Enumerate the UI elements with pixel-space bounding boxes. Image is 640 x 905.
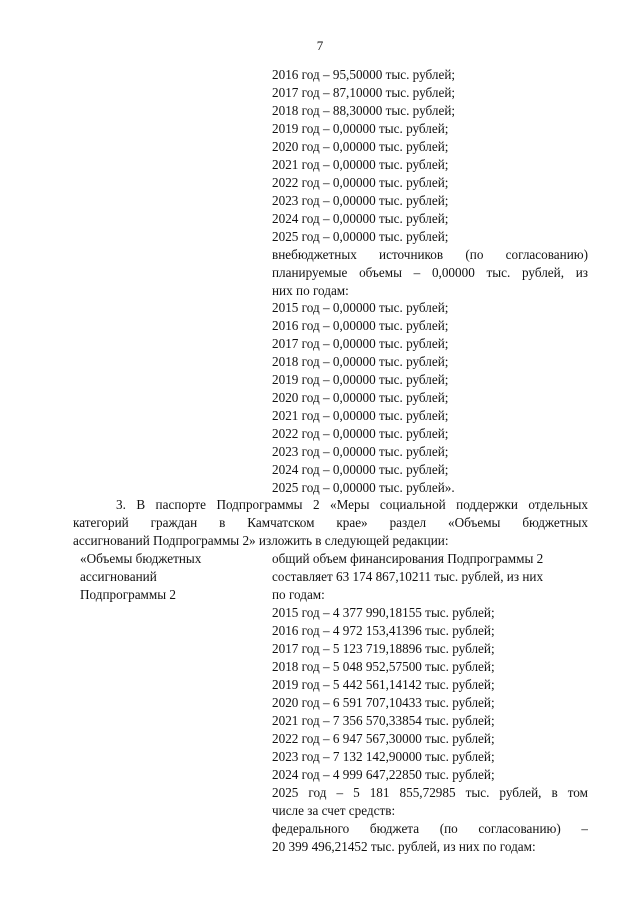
block1-year-line: 2020 год – 0,00000 тыс. рублей; — [272, 139, 449, 154]
tail-line: 2025 год – 5 181 855,72985 тыс. рублей, в том — [272, 785, 588, 800]
block2-year-line: 2019 год – 0,00000 тыс. рублей; — [272, 372, 449, 387]
item3-paragraph-line: ассигнований Подпрограммы 2» изложить в следующей редакции: — [73, 533, 449, 548]
left-label-line: «Объемы бюджетных — [80, 551, 202, 566]
block2-year-line: 2022 год – 0,00000 тыс. рублей; — [272, 426, 449, 441]
offbudget-line: планируемые объемы – 0,00000 тыс. рублей, из — [272, 265, 588, 280]
offbudget-line: внебюджетных источников (по согласованию) — [272, 247, 588, 262]
left-label-line: ассигнований — [80, 569, 157, 584]
block2-year-line: 2017 год – 0,00000 тыс. рублей; — [272, 336, 449, 351]
item3-paragraph-line: категорий граждан в Камчатском крае» раздел «Объемы бюджетных — [73, 515, 588, 530]
block3-year-line: 2015 год – 4 377 990,18155 тыс. рублей; — [272, 605, 495, 620]
item3-paragraph-line: 3. В паспорте Подпрограммы 2 «Меры социальной поддержки отдельных — [116, 497, 588, 512]
offbudget-line: них по годам: — [272, 283, 349, 298]
tail-line: федерального бюджета (по согласованию) – — [272, 821, 588, 836]
block1-year-line: 2019 год – 0,00000 тыс. рублей; — [272, 121, 449, 136]
tail-line: 20 399 496,21452 тыс. рублей, из них по годам: — [272, 839, 536, 854]
block2-year-line: 2025 год – 0,00000 тыс. рублей». — [272, 480, 455, 495]
block1-year-line: 2017 год – 87,10000 тыс. рублей; — [272, 85, 456, 100]
block2-year-line: 2015 год – 0,00000 тыс. рублей; — [272, 300, 449, 315]
block1-year-line: 2023 год – 0,00000 тыс. рублей; — [272, 193, 449, 208]
block3-year-line: 2020 год – 6 591 707,10433 тыс. рублей; — [272, 695, 495, 710]
block3-year-line: 2023 год – 7 132 142,90000 тыс. рублей; — [272, 749, 495, 764]
left-label-line: Подпрограммы 2 — [80, 587, 176, 602]
block1-year-line: 2025 год – 0,00000 тыс. рублей; — [272, 229, 449, 244]
total-funding-line: составляет 63 174 867,10211 тыс. рублей, из них — [272, 569, 544, 584]
block1-year-line: 2022 год – 0,00000 тыс. рублей; — [272, 175, 449, 190]
block2-year-line: 2023 год – 0,00000 тыс. рублей; — [272, 444, 449, 459]
block3-year-line: 2022 год – 6 947 567,30000 тыс. рублей; — [272, 731, 495, 746]
block2-year-line: 2021 год – 0,00000 тыс. рублей; — [272, 408, 449, 423]
block3-year-line: 2016 год – 4 972 153,41396 тыс. рублей; — [272, 623, 495, 638]
block3-year-line: 2017 год – 5 123 719,18896 тыс. рублей; — [272, 641, 495, 656]
block3-year-line: 2021 год – 7 356 570,33854 тыс. рублей; — [272, 713, 495, 728]
total-funding-line: общий объем финансирования Подпрограммы 2 — [272, 551, 544, 566]
block3-year-line: 2024 год – 4 999 647,22850 тыс. рублей; — [272, 767, 495, 782]
block1-year-line: 2024 год – 0,00000 тыс. рублей; — [272, 211, 449, 226]
block1-year-line: 2018 год – 88,30000 тыс. рублей; — [272, 103, 456, 118]
block2-year-line: 2020 год – 0,00000 тыс. рублей; — [272, 390, 449, 405]
tail-line: числе за счет средств: — [272, 803, 396, 818]
block3-year-line: 2018 год – 5 048 952,57500 тыс. рублей; — [272, 659, 495, 674]
total-funding-line: по годам: — [272, 587, 325, 602]
block3-year-line: 2019 год – 5 442 561,14142 тыс. рублей; — [272, 677, 495, 692]
block1-year-line: 2021 год – 0,00000 тыс. рублей; — [272, 157, 449, 172]
block2-year-line: 2018 год – 0,00000 тыс. рублей; — [272, 354, 449, 369]
block2-year-line: 2016 год – 0,00000 тыс. рублей; — [272, 318, 449, 333]
block2-year-line: 2024 год – 0,00000 тыс. рублей; — [272, 462, 449, 477]
page-number: 7 — [316, 38, 324, 53]
block1-year-line: 2016 год – 95,50000 тыс. рублей; — [272, 67, 456, 82]
